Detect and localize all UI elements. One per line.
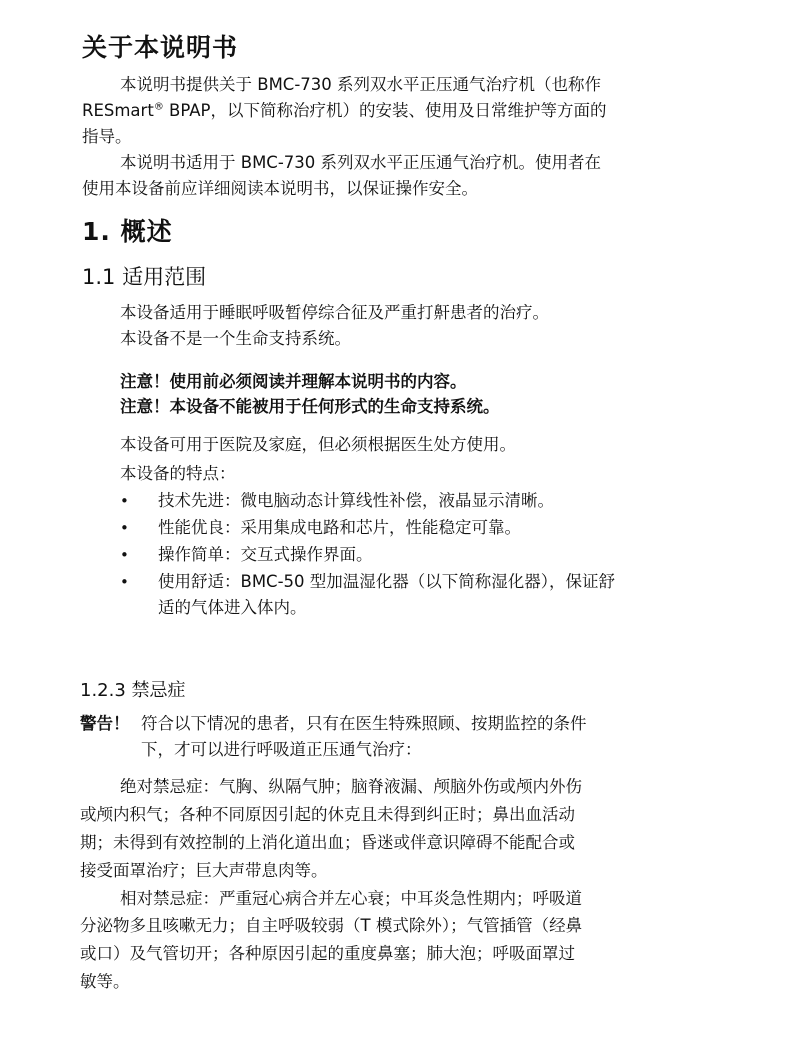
absolute-contra-line1: 绝对禁忌症：气胸、纵隔气肿；脑脊液漏、颅脑外伤或颅内外伤: [120, 777, 582, 796]
features-title: 本设备的特点：: [120, 464, 236, 483]
scope-line1: 本设备适用于睡眠呼吸暂停综合征及严重打鼾患者的治疗。: [120, 303, 549, 322]
bullet-icon: •: [120, 573, 129, 591]
note-1: 注意！使用前必须阅读并理解本说明书的内容。: [120, 372, 467, 391]
about-p1-line2-rest: BPAP，以下简称治疗机）的安装、使用及日常维护等方面的: [163, 101, 607, 120]
note-2: 注意！本设备不能被用于任何形式的生命支持系统。: [120, 397, 500, 416]
contraindications-title: 1.2.3 禁忌症: [80, 680, 186, 701]
about-p1-line3: 指导。: [82, 127, 132, 146]
scope-title: 1.1 适用范围: [82, 265, 207, 289]
about-title: 关于本说明书: [82, 33, 239, 62]
feature-item: 性能优良：采用集成电路和芯片，性能稳定可靠。: [158, 518, 521, 537]
relative-contra-line4: 敏等。: [80, 972, 130, 991]
relative-contra-line3: 或口）及气管切开；各种原因引起的重度鼻塞；肺大泡；呼吸面罩过: [80, 944, 575, 963]
about-p2-line2: 使用本设备前应详细阅读本说明书，以保证操作安全。: [82, 179, 478, 198]
about-p1-line1: 本说明书提供关于 BMC-730 系列双水平正压通气治疗机（也称作: [120, 75, 602, 94]
relative-contra-line2: 分泌物多且咳嗽无力；自主呼吸较弱（T 模式除外）；气管插管（经鼻: [80, 916, 583, 935]
about-p2-line1: 本说明书适用于 BMC-730 系列双水平正压通气治疗机。使用者在: [120, 153, 602, 172]
registered-mark: ®: [153, 101, 164, 113]
bullet-icon: •: [120, 519, 129, 537]
feature-item: 操作简单：交互式操作界面。: [158, 545, 373, 564]
feature-item: 技术先进：微电脑动态计算线性补偿，液晶显示清晰。: [158, 491, 554, 510]
bullet-icon: •: [120, 492, 129, 510]
use-line: 本设备可用于医院及家庭，但必须根据医生处方使用。: [120, 435, 516, 454]
feature-item: 使用舒适：BMC-50 型加温湿化器（以下简称湿化器），保证舒: [158, 572, 616, 591]
absolute-contra-line4: 接受面罩治疗；巨大声带息肉等。: [80, 861, 328, 880]
warning-line1: 符合以下情况的患者，只有在医生特殊照顾、按期监控的条件: [141, 714, 587, 733]
brand-name: RESmart: [82, 101, 154, 120]
absolute-contra-line3: 期；未得到有效控制的上消化道出血；昏迷或伴意识障碍不能配合或: [80, 833, 575, 852]
relative-contra-line1: 相对禁忌症：严重冠心病合并左心衰；中耳炎急性期内；呼吸道: [120, 889, 582, 908]
warning-label: 警告！: [80, 714, 130, 733]
warning-line2: 下，才可以进行呼吸道正压通气治疗：: [141, 740, 422, 759]
feature-item-continued: 适的气体进入体内。: [158, 598, 307, 617]
scope-line2: 本设备不是一个生命支持系统。: [120, 329, 351, 348]
about-p1-line2: [82, 98, 607, 124]
overview-title: 1. 概述: [82, 217, 173, 246]
absolute-contra-line2: 或颅内积气；各种不同原因引起的休克且未得到纠正时；鼻出血活动: [80, 805, 575, 824]
bullet-icon: •: [120, 546, 129, 564]
